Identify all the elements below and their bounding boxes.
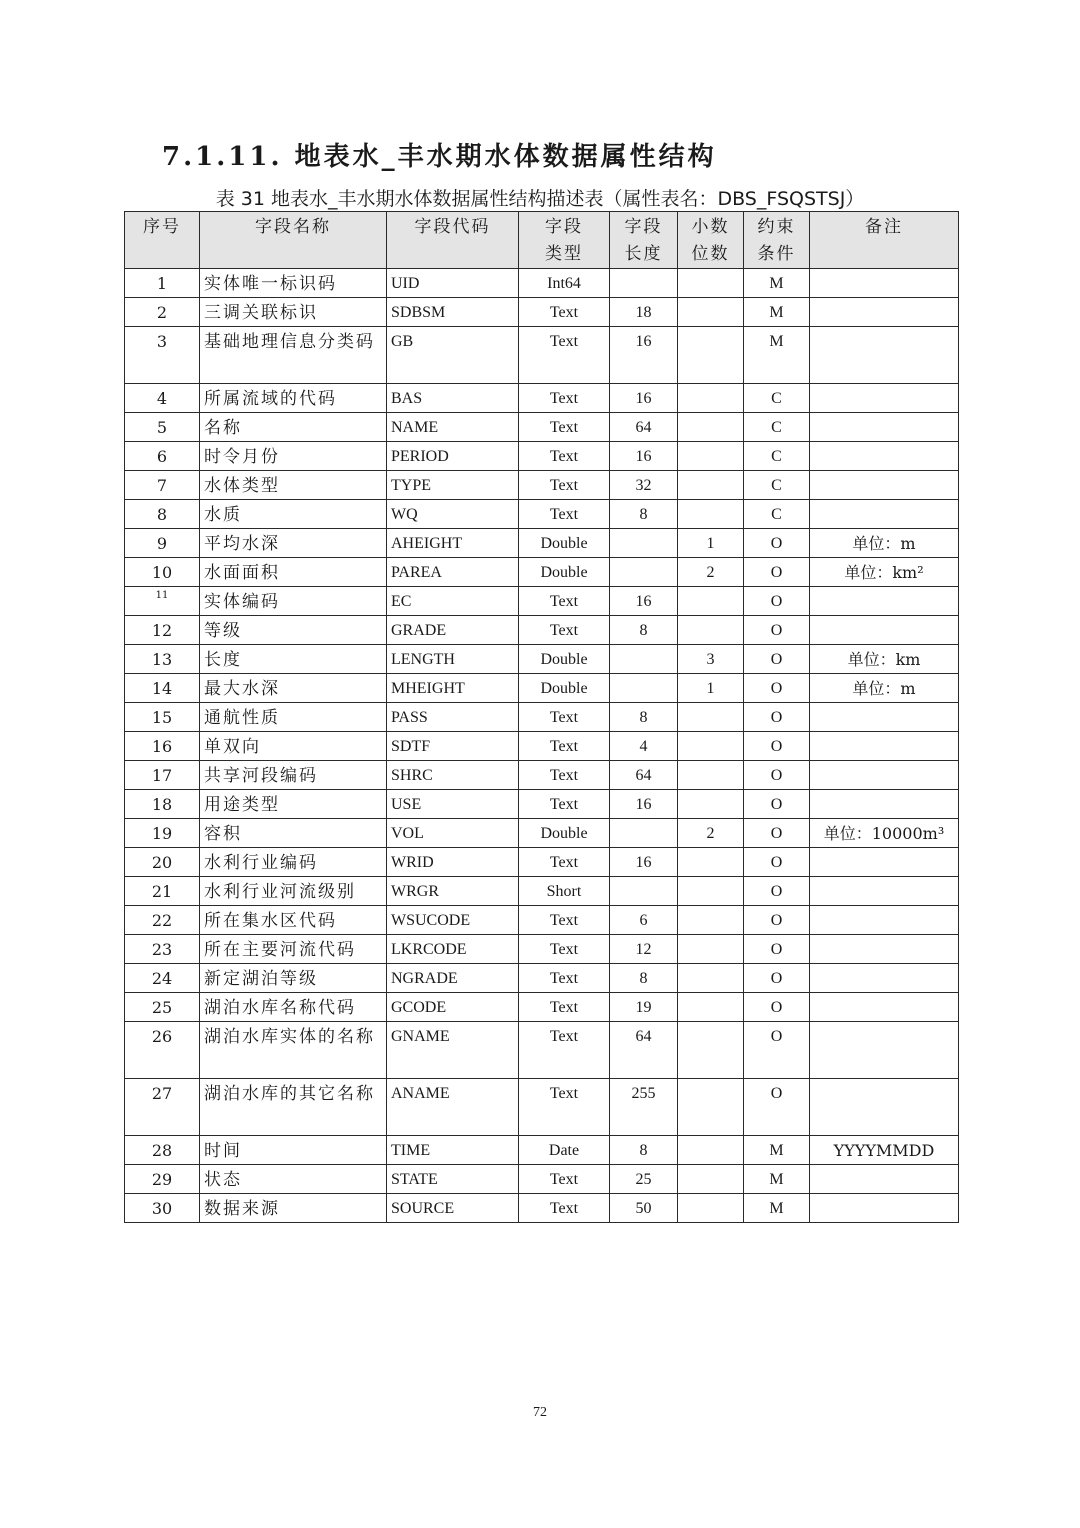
cell-constraint: O	[744, 1022, 810, 1079]
cell-field-length	[610, 819, 678, 848]
cell-remarks	[810, 442, 959, 471]
cell-field-type: Text	[519, 587, 610, 616]
table-row	[125, 529, 959, 558]
table-row	[125, 1165, 959, 1194]
cell-decimals	[678, 732, 744, 761]
cell-field-type: Int64	[519, 269, 610, 298]
cell-field-name: 实体唯一标识码	[200, 269, 387, 298]
cell-constraint: C	[744, 442, 810, 471]
cell-field-code: WRID	[387, 848, 519, 877]
cell-field-type: Text	[519, 442, 610, 471]
cell-constraint: O	[744, 964, 810, 993]
cell-decimals	[678, 1136, 744, 1165]
cell-field-name: 新定湖泊等级	[200, 964, 387, 993]
cell-remarks	[810, 413, 959, 442]
cell-constraint: O	[744, 587, 810, 616]
cell-no: 24	[125, 964, 200, 993]
table-row	[125, 1079, 959, 1136]
table-row	[125, 269, 959, 298]
cell-remarks	[810, 964, 959, 993]
cell-no: 20	[125, 848, 200, 877]
cell-field-name: 基础地理信息分类码	[200, 327, 387, 384]
cell-field-type: Text	[519, 964, 610, 993]
cell-no: 19	[125, 819, 200, 848]
cell-no: 22	[125, 906, 200, 935]
cell-field-name: 通航性质	[200, 703, 387, 732]
cell-field-code: USE	[387, 790, 519, 819]
cell-field-type: Text	[519, 935, 610, 964]
cell-constraint: O	[744, 703, 810, 732]
cell-field-type: Text	[519, 384, 610, 413]
cell-constraint: O	[744, 558, 810, 587]
cell-constraint: C	[744, 413, 810, 442]
cell-constraint: O	[744, 935, 810, 964]
cell-field-name: 所在集水区代码	[200, 906, 387, 935]
cell-no: 11	[125, 587, 200, 616]
cell-constraint: O	[744, 993, 810, 1022]
cell-field-length	[610, 877, 678, 906]
cell-field-type: Short	[519, 877, 610, 906]
cell-field-name: 水质	[200, 500, 387, 529]
cell-field-length	[610, 558, 678, 587]
cell-decimals	[678, 877, 744, 906]
cell-decimals	[678, 298, 744, 327]
cell-no: 29	[125, 1165, 200, 1194]
cell-remarks	[810, 471, 959, 500]
cell-remarks	[810, 935, 959, 964]
cell-remarks	[810, 993, 959, 1022]
cell-field-length: 16	[610, 327, 678, 384]
cell-field-name: 水面面积	[200, 558, 387, 587]
cell-no: 18	[125, 790, 200, 819]
cell-remarks	[810, 1165, 959, 1194]
cell-no: 7	[125, 471, 200, 500]
cell-no: 8	[125, 500, 200, 529]
cell-field-type: Double	[519, 819, 610, 848]
cell-no: 12	[125, 616, 200, 645]
cell-decimals	[678, 848, 744, 877]
table-row	[125, 935, 959, 964]
table-row	[125, 848, 959, 877]
cell-field-code: GRADE	[387, 616, 519, 645]
cell-field-type: Text	[519, 500, 610, 529]
cell-field-name: 三调关联标识	[200, 298, 387, 327]
table-row	[125, 964, 959, 993]
table-row	[125, 674, 959, 703]
table-row	[125, 471, 959, 500]
cell-remarks	[810, 877, 959, 906]
header-field-type: 字段 类型	[519, 212, 610, 269]
cell-field-name: 水利行业编码	[200, 848, 387, 877]
table-row	[125, 1136, 959, 1165]
cell-field-type: Text	[519, 1165, 610, 1194]
table-row	[125, 1194, 959, 1223]
cell-no: 16	[125, 732, 200, 761]
cell-field-length	[610, 529, 678, 558]
cell-field-name: 湖泊水库名称代码	[200, 993, 387, 1022]
cell-remarks	[810, 1194, 959, 1223]
cell-field-code: NGRADE	[387, 964, 519, 993]
cell-decimals	[678, 327, 744, 384]
cell-remarks: 单位：km	[810, 645, 959, 674]
cell-constraint: M	[744, 269, 810, 298]
cell-field-code: WQ	[387, 500, 519, 529]
cell-remarks	[810, 761, 959, 790]
cell-constraint: O	[744, 906, 810, 935]
cell-field-type: Text	[519, 761, 610, 790]
cell-remarks	[810, 616, 959, 645]
cell-field-code: GB	[387, 327, 519, 384]
cell-field-code: PAREA	[387, 558, 519, 587]
cell-no: 21	[125, 877, 200, 906]
cell-field-length: 16	[610, 442, 678, 471]
cell-decimals	[678, 442, 744, 471]
cell-constraint: C	[744, 384, 810, 413]
cell-decimals	[678, 790, 744, 819]
header-no: 序号	[125, 212, 200, 269]
cell-no: 5	[125, 413, 200, 442]
cell-field-type: Double	[519, 558, 610, 587]
header-decimals: 小数 位数	[678, 212, 744, 269]
cell-field-type: Text	[519, 993, 610, 1022]
cell-field-code: SDTF	[387, 732, 519, 761]
cell-decimals	[678, 1079, 744, 1136]
cell-field-type: Text	[519, 1079, 610, 1136]
table-row	[125, 558, 959, 587]
cell-constraint: C	[744, 471, 810, 500]
cell-field-code: NAME	[387, 413, 519, 442]
cell-decimals: 3	[678, 645, 744, 674]
cell-no: 9	[125, 529, 200, 558]
cell-constraint: O	[744, 732, 810, 761]
cell-decimals	[678, 1165, 744, 1194]
table-row	[125, 442, 959, 471]
cell-decimals	[678, 616, 744, 645]
cell-field-name: 共享河段编码	[200, 761, 387, 790]
cell-constraint: O	[744, 645, 810, 674]
cell-remarks	[810, 269, 959, 298]
cell-field-length: 64	[610, 1022, 678, 1079]
cell-decimals	[678, 269, 744, 298]
cell-field-type: Text	[519, 790, 610, 819]
cell-decimals: 1	[678, 674, 744, 703]
cell-field-length: 8	[610, 500, 678, 529]
cell-field-name: 名称	[200, 413, 387, 442]
cell-no: 3	[125, 327, 200, 384]
cell-field-name: 平均水深	[200, 529, 387, 558]
table-row	[125, 703, 959, 732]
cell-constraint: C	[744, 500, 810, 529]
cell-field-code: UID	[387, 269, 519, 298]
cell-field-length: 4	[610, 732, 678, 761]
cell-remarks	[810, 732, 959, 761]
cell-field-name: 用途类型	[200, 790, 387, 819]
cell-constraint: M	[744, 327, 810, 384]
cell-field-name: 时间	[200, 1136, 387, 1165]
table-row	[125, 993, 959, 1022]
table-row	[125, 413, 959, 442]
cell-field-code: LENGTH	[387, 645, 519, 674]
cell-constraint: M	[744, 1165, 810, 1194]
cell-no: 25	[125, 993, 200, 1022]
cell-remarks	[810, 500, 959, 529]
cell-constraint: O	[744, 761, 810, 790]
cell-field-code: BAS	[387, 384, 519, 413]
cell-field-type: Text	[519, 327, 610, 384]
cell-decimals	[678, 703, 744, 732]
cell-field-type: Text	[519, 616, 610, 645]
table-header-row	[125, 212, 959, 269]
cell-field-code: TYPE	[387, 471, 519, 500]
cell-no: 26	[125, 1022, 200, 1079]
cell-decimals	[678, 1194, 744, 1223]
cell-decimals	[678, 384, 744, 413]
cell-field-name: 湖泊水库的其它名称	[200, 1079, 387, 1136]
cell-remarks	[810, 848, 959, 877]
cell-field-length: 16	[610, 790, 678, 819]
cell-field-length: 64	[610, 413, 678, 442]
cell-field-length: 32	[610, 471, 678, 500]
cell-remarks	[810, 587, 959, 616]
cell-field-code: LKRCODE	[387, 935, 519, 964]
cell-field-name: 状态	[200, 1165, 387, 1194]
table-caption: 表 31 地表水_丰水期水体数据属性结构描述表（属性表名：DBS_FSQSTSJ）	[215, 188, 865, 210]
cell-field-type: Text	[519, 703, 610, 732]
cell-constraint: M	[744, 298, 810, 327]
table-row	[125, 384, 959, 413]
cell-decimals: 2	[678, 819, 744, 848]
cell-field-length	[610, 269, 678, 298]
table-row	[125, 327, 959, 384]
cell-no: 15	[125, 703, 200, 732]
cell-constraint: M	[744, 1194, 810, 1223]
cell-field-type: Double	[519, 674, 610, 703]
cell-remarks: YYYYMMDD	[810, 1136, 959, 1165]
cell-remarks	[810, 298, 959, 327]
cell-decimals: 2	[678, 558, 744, 587]
cell-constraint: O	[744, 674, 810, 703]
cell-field-name: 单双向	[200, 732, 387, 761]
cell-field-length: 16	[610, 384, 678, 413]
cell-constraint: O	[744, 877, 810, 906]
cell-field-length: 255	[610, 1079, 678, 1136]
table-row	[125, 732, 959, 761]
attribute-table	[124, 211, 959, 1223]
cell-decimals	[678, 500, 744, 529]
cell-decimals	[678, 587, 744, 616]
cell-decimals	[678, 964, 744, 993]
cell-field-code: PASS	[387, 703, 519, 732]
cell-field-length: 19	[610, 993, 678, 1022]
cell-field-code: AHEIGHT	[387, 529, 519, 558]
cell-field-code: TIME	[387, 1136, 519, 1165]
cell-field-name: 等级	[200, 616, 387, 645]
table-row	[125, 877, 959, 906]
table-row	[125, 761, 959, 790]
cell-field-code: SOURCE	[387, 1194, 519, 1223]
table-row	[125, 790, 959, 819]
cell-no: 28	[125, 1136, 200, 1165]
table-row	[125, 298, 959, 327]
cell-field-length: 50	[610, 1194, 678, 1223]
cell-constraint: O	[744, 616, 810, 645]
cell-field-length	[610, 674, 678, 703]
cell-field-code: MHEIGHT	[387, 674, 519, 703]
cell-field-length: 25	[610, 1165, 678, 1194]
header-field-name: 字段名称	[200, 212, 387, 269]
cell-field-name: 所属流域的代码	[200, 384, 387, 413]
cell-field-type: Text	[519, 848, 610, 877]
cell-field-type: Date	[519, 1136, 610, 1165]
cell-field-length: 8	[610, 964, 678, 993]
cell-field-length: 16	[610, 587, 678, 616]
cell-field-length: 6	[610, 906, 678, 935]
cell-no: 4	[125, 384, 200, 413]
cell-remarks: 单位：m	[810, 529, 959, 558]
cell-field-type: Text	[519, 413, 610, 442]
cell-field-code: EC	[387, 587, 519, 616]
cell-field-code: WSUCODE	[387, 906, 519, 935]
cell-field-code: SHRC	[387, 761, 519, 790]
cell-field-code: SDBSM	[387, 298, 519, 327]
table-row	[125, 616, 959, 645]
cell-no: 23	[125, 935, 200, 964]
cell-remarks: 单位：10000m³	[810, 819, 959, 848]
header-field-length: 字段 长度	[610, 212, 678, 269]
cell-no: 6	[125, 442, 200, 471]
cell-no: 14	[125, 674, 200, 703]
cell-field-name: 湖泊水库实体的名称	[200, 1022, 387, 1079]
cell-no: 1	[125, 269, 200, 298]
cell-constraint: O	[744, 848, 810, 877]
section-heading: 7.1.11. 地表水_丰水期水体数据属性结构	[162, 142, 717, 172]
cell-constraint: O	[744, 1079, 810, 1136]
cell-field-code: STATE	[387, 1165, 519, 1194]
cell-constraint: O	[744, 819, 810, 848]
cell-remarks	[810, 906, 959, 935]
header-constraint: 约束 条件	[744, 212, 810, 269]
cell-decimals	[678, 413, 744, 442]
cell-field-name: 所在主要河流代码	[200, 935, 387, 964]
cell-no: 30	[125, 1194, 200, 1223]
cell-field-length: 18	[610, 298, 678, 327]
cell-field-length: 8	[610, 703, 678, 732]
cell-field-code: ANAME	[387, 1079, 519, 1136]
table-row	[125, 819, 959, 848]
cell-decimals: 1	[678, 529, 744, 558]
cell-field-name: 最大水深	[200, 674, 387, 703]
table-row	[125, 1022, 959, 1079]
cell-decimals	[678, 935, 744, 964]
cell-constraint: M	[744, 1136, 810, 1165]
cell-field-length: 16	[610, 848, 678, 877]
cell-field-name: 长度	[200, 645, 387, 674]
cell-field-name: 数据来源	[200, 1194, 387, 1223]
page-number: 72	[533, 1405, 547, 1420]
cell-field-name: 实体编码	[200, 587, 387, 616]
cell-decimals	[678, 993, 744, 1022]
cell-remarks	[810, 327, 959, 384]
cell-field-length: 8	[610, 1136, 678, 1165]
cell-field-type: Text	[519, 906, 610, 935]
cell-field-code: PERIOD	[387, 442, 519, 471]
cell-field-type: Double	[519, 529, 610, 558]
cell-field-length: 8	[610, 616, 678, 645]
cell-decimals	[678, 471, 744, 500]
cell-constraint: O	[744, 790, 810, 819]
table-row	[125, 906, 959, 935]
cell-field-length: 64	[610, 761, 678, 790]
cell-field-name: 容积	[200, 819, 387, 848]
cell-field-type: Text	[519, 298, 610, 327]
cell-no: 17	[125, 761, 200, 790]
cell-remarks	[810, 790, 959, 819]
cell-field-type: Text	[519, 1194, 610, 1223]
table-row	[125, 587, 959, 616]
cell-remarks	[810, 1022, 959, 1079]
cell-constraint: O	[744, 529, 810, 558]
cell-remarks	[810, 703, 959, 732]
cell-field-type: Double	[519, 645, 610, 674]
cell-field-name: 时令月份	[200, 442, 387, 471]
cell-no: 27	[125, 1079, 200, 1136]
cell-decimals	[678, 1022, 744, 1079]
cell-remarks: 单位：km²	[810, 558, 959, 587]
cell-decimals	[678, 761, 744, 790]
cell-field-code: GNAME	[387, 1022, 519, 1079]
cell-no: 13	[125, 645, 200, 674]
header-field-code: 字段代码	[387, 212, 519, 269]
cell-no: 2	[125, 298, 200, 327]
cell-remarks	[810, 384, 959, 413]
table-row	[125, 500, 959, 529]
cell-remarks: 单位：m	[810, 674, 959, 703]
cell-field-length	[610, 645, 678, 674]
cell-no: 10	[125, 558, 200, 587]
cell-field-length: 12	[610, 935, 678, 964]
table-body	[125, 269, 959, 1223]
table-row	[125, 645, 959, 674]
cell-field-type: Text	[519, 1022, 610, 1079]
header-remarks: 备注	[810, 212, 959, 269]
cell-field-code: VOL	[387, 819, 519, 848]
cell-decimals	[678, 906, 744, 935]
cell-field-name: 水利行业河流级别	[200, 877, 387, 906]
cell-remarks	[810, 1079, 959, 1136]
cell-field-type: Text	[519, 732, 610, 761]
cell-field-type: Text	[519, 471, 610, 500]
cell-field-name: 水体类型	[200, 471, 387, 500]
cell-field-code: GCODE	[387, 993, 519, 1022]
cell-field-code: WRGR	[387, 877, 519, 906]
